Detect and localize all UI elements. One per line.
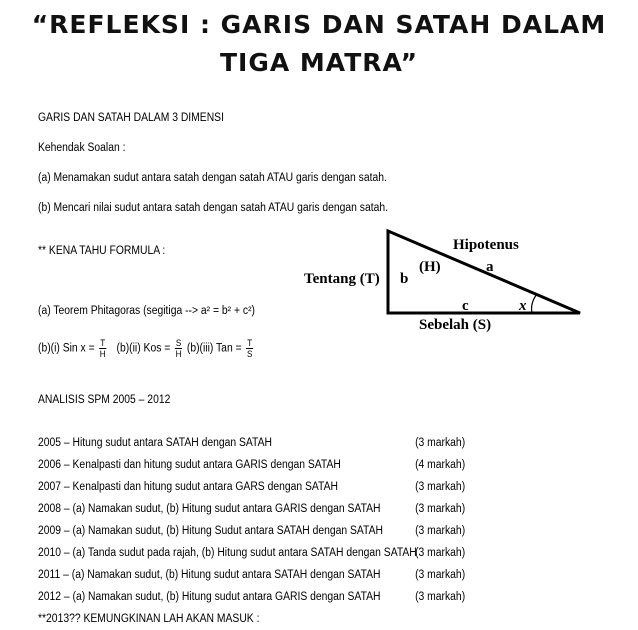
analysis-row xyxy=(38,591,470,607)
analysis-desc: 2006 – Kenalpasti dan hitung sudut antara GARIS dengan SATAH xyxy=(38,459,341,471)
analysis-desc: 2007 – Kenalpasti dan hitung sudut antara GARS dengan SATAH xyxy=(38,481,338,493)
formula-label: ** KENA TAHU FORMULA : xyxy=(38,245,166,257)
analysis-desc: 2005 – Hitung sudut antara SATAH dengan SATAH xyxy=(38,437,272,449)
analysis-row xyxy=(38,459,470,475)
label-h: (H) xyxy=(419,259,441,275)
analysis-marks: (3 markah) xyxy=(415,481,466,493)
sin-label: (b)(i) Sin x = xyxy=(38,342,95,355)
slide-title-line-1: “REFLEKSI : GARIS DAN SATAH DALAM xyxy=(31,10,607,39)
analysis-row xyxy=(38,481,470,497)
analysis-row xyxy=(38,569,470,585)
objective-b: (b) Mencari nilai sudut antara satah dengan satah ATAU garis dengan satah. xyxy=(38,202,389,214)
analysis-row xyxy=(38,525,470,541)
label-opposite: Tentang (T) xyxy=(304,271,380,287)
analysis-row xyxy=(38,437,470,453)
analysis-desc: 2008 – (a) Namakan sudut, (b) Hitung sudut antara GARIS dengan SATAH xyxy=(38,503,381,515)
analysis-marks: (3 markah) xyxy=(415,525,466,537)
analysis-desc: 2010 – (a) Tanda sudut pada rajah, (b) Hitung sudut antara SATAH dengan SATAH xyxy=(38,547,417,559)
objective-a: (a) Menamakan sudut antara satah dengan satah ATAU garis dengan satah. xyxy=(38,172,387,184)
analysis-desc: 2012 – (a) Namakan sudut, (b) Hitung sudut antara GARIS dengan SATAH xyxy=(38,591,381,603)
cos-fraction: $\frac{S}{H}$ xyxy=(175,338,182,359)
analysis-row xyxy=(38,503,470,519)
label-b: b xyxy=(400,271,409,287)
label-hypotenuse: Hipotenus xyxy=(453,237,519,253)
sin-fraction: $\frac{T}{H}$ xyxy=(99,338,106,359)
tan-label: (b)(iii) Tan = xyxy=(186,342,242,355)
label-x: x xyxy=(519,298,527,314)
analysis-title: ANALISIS SPM 2005 – 2012 xyxy=(38,394,171,406)
label-adjacent: Sebelah (S) xyxy=(419,317,492,333)
section-heading: GARIS DAN SATAH DALAM 3 DIMENSI xyxy=(38,112,224,124)
analysis-desc: 2009 – (a) Namakan sudut, (b) Hitung Sudut antara SATAH dengan SATAH xyxy=(38,525,383,537)
analysis-marks: (3 markah) xyxy=(415,569,466,581)
angle-x-arc xyxy=(532,294,537,313)
analysis-row xyxy=(38,547,470,563)
analysis-marks: (3 markah) xyxy=(415,437,466,449)
footer-note: **2013?? KEMUNGKINAN LAH AKAN MASUK : xyxy=(38,613,260,625)
analysis-marks: (3 markah) xyxy=(415,591,466,603)
label-c: c xyxy=(462,298,469,314)
pythagoras-formula: (a) Teorem Phitagoras (segitiga --> a² = b² + c²) xyxy=(38,305,255,317)
analysis-marks: (4 markah) xyxy=(415,459,466,471)
cos-label: (b)(ii) Kos = xyxy=(116,342,171,355)
analysis-marks: (3 markah) xyxy=(415,503,466,515)
analysis-desc: 2011 – (a) Namakan sudut, (b) Hitung sudut antara SATAH dengan SATAH xyxy=(38,569,381,581)
analysis-marks: (3 markah) xyxy=(415,547,466,559)
label-a: a xyxy=(486,259,494,275)
objective-label: Kehendak Soalan : xyxy=(38,142,126,154)
slide-title-line-2: TIGA MATRA” xyxy=(220,48,418,77)
tan-fraction: $\frac{T}{S}$ xyxy=(246,338,253,359)
